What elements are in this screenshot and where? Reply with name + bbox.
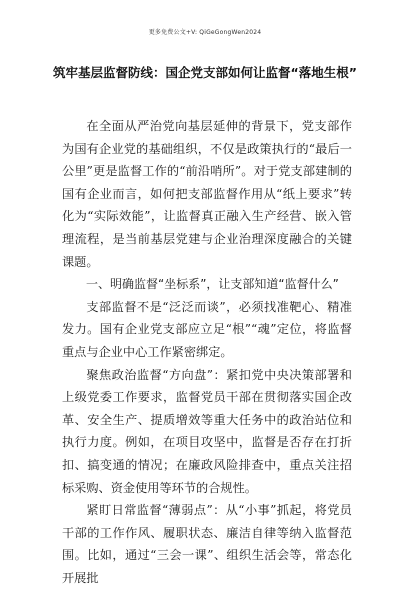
header-note: 更多免费公文+V: QiGeGongWen2024 <box>148 29 262 36</box>
document-title: 筑牢基层监督防线：国企党支部如何让监督“落地生根” <box>53 65 357 80</box>
paragraph-political-supervision: 聚焦政治监督“方向盘”：紧扣党中央决策部署和上级党委工作要求，监督党员干部在贯彻落实国企改革、安全生产、提质增效等重大任务中的政治站位和执行力度。例如，在项目攻坚中，监督是否存在打折扣、搞变通的情况；在廉政风险排查中，重点关注招标采购、资金使用等环节的合规性。 <box>62 367 352 495</box>
paragraph-intro: 在全面从严治党向基层延伸的背景下，党支部作为国有企业党的基础组织，不仅是政策执行的“最后一公里”更是监督工作的“前沿哨所”。对于党支部建制的国有企业而言，如何把支部监督作用从“纸上要求”转化为“实际效能”，让监督真正融入生产经营、嵌入管理流程，是当前基层党建与企业治理深度融合的关键课题。 <box>62 119 352 269</box>
document-body <box>62 115 352 589</box>
paragraph-daily-supervision: 紧盯日常监督“薄弱点”：从“小事”抓起，将党员干部的工作作风、履职状态、廉洁自律等纳入监督范围。比如，通过“三会一课”、组织生活会等，常态化开展批 <box>62 503 352 585</box>
section-heading-1: 一、明确监督“坐标系”，让支部知道“监督什么” <box>86 277 339 292</box>
paragraph-section-1: 支部监督不是“泛泛而谈”，必须找准靶心、精准发力。国有企业党支部应立足“根”“魂”定位，将监督重点与企业中心工作紧密绑定。 <box>62 299 352 359</box>
